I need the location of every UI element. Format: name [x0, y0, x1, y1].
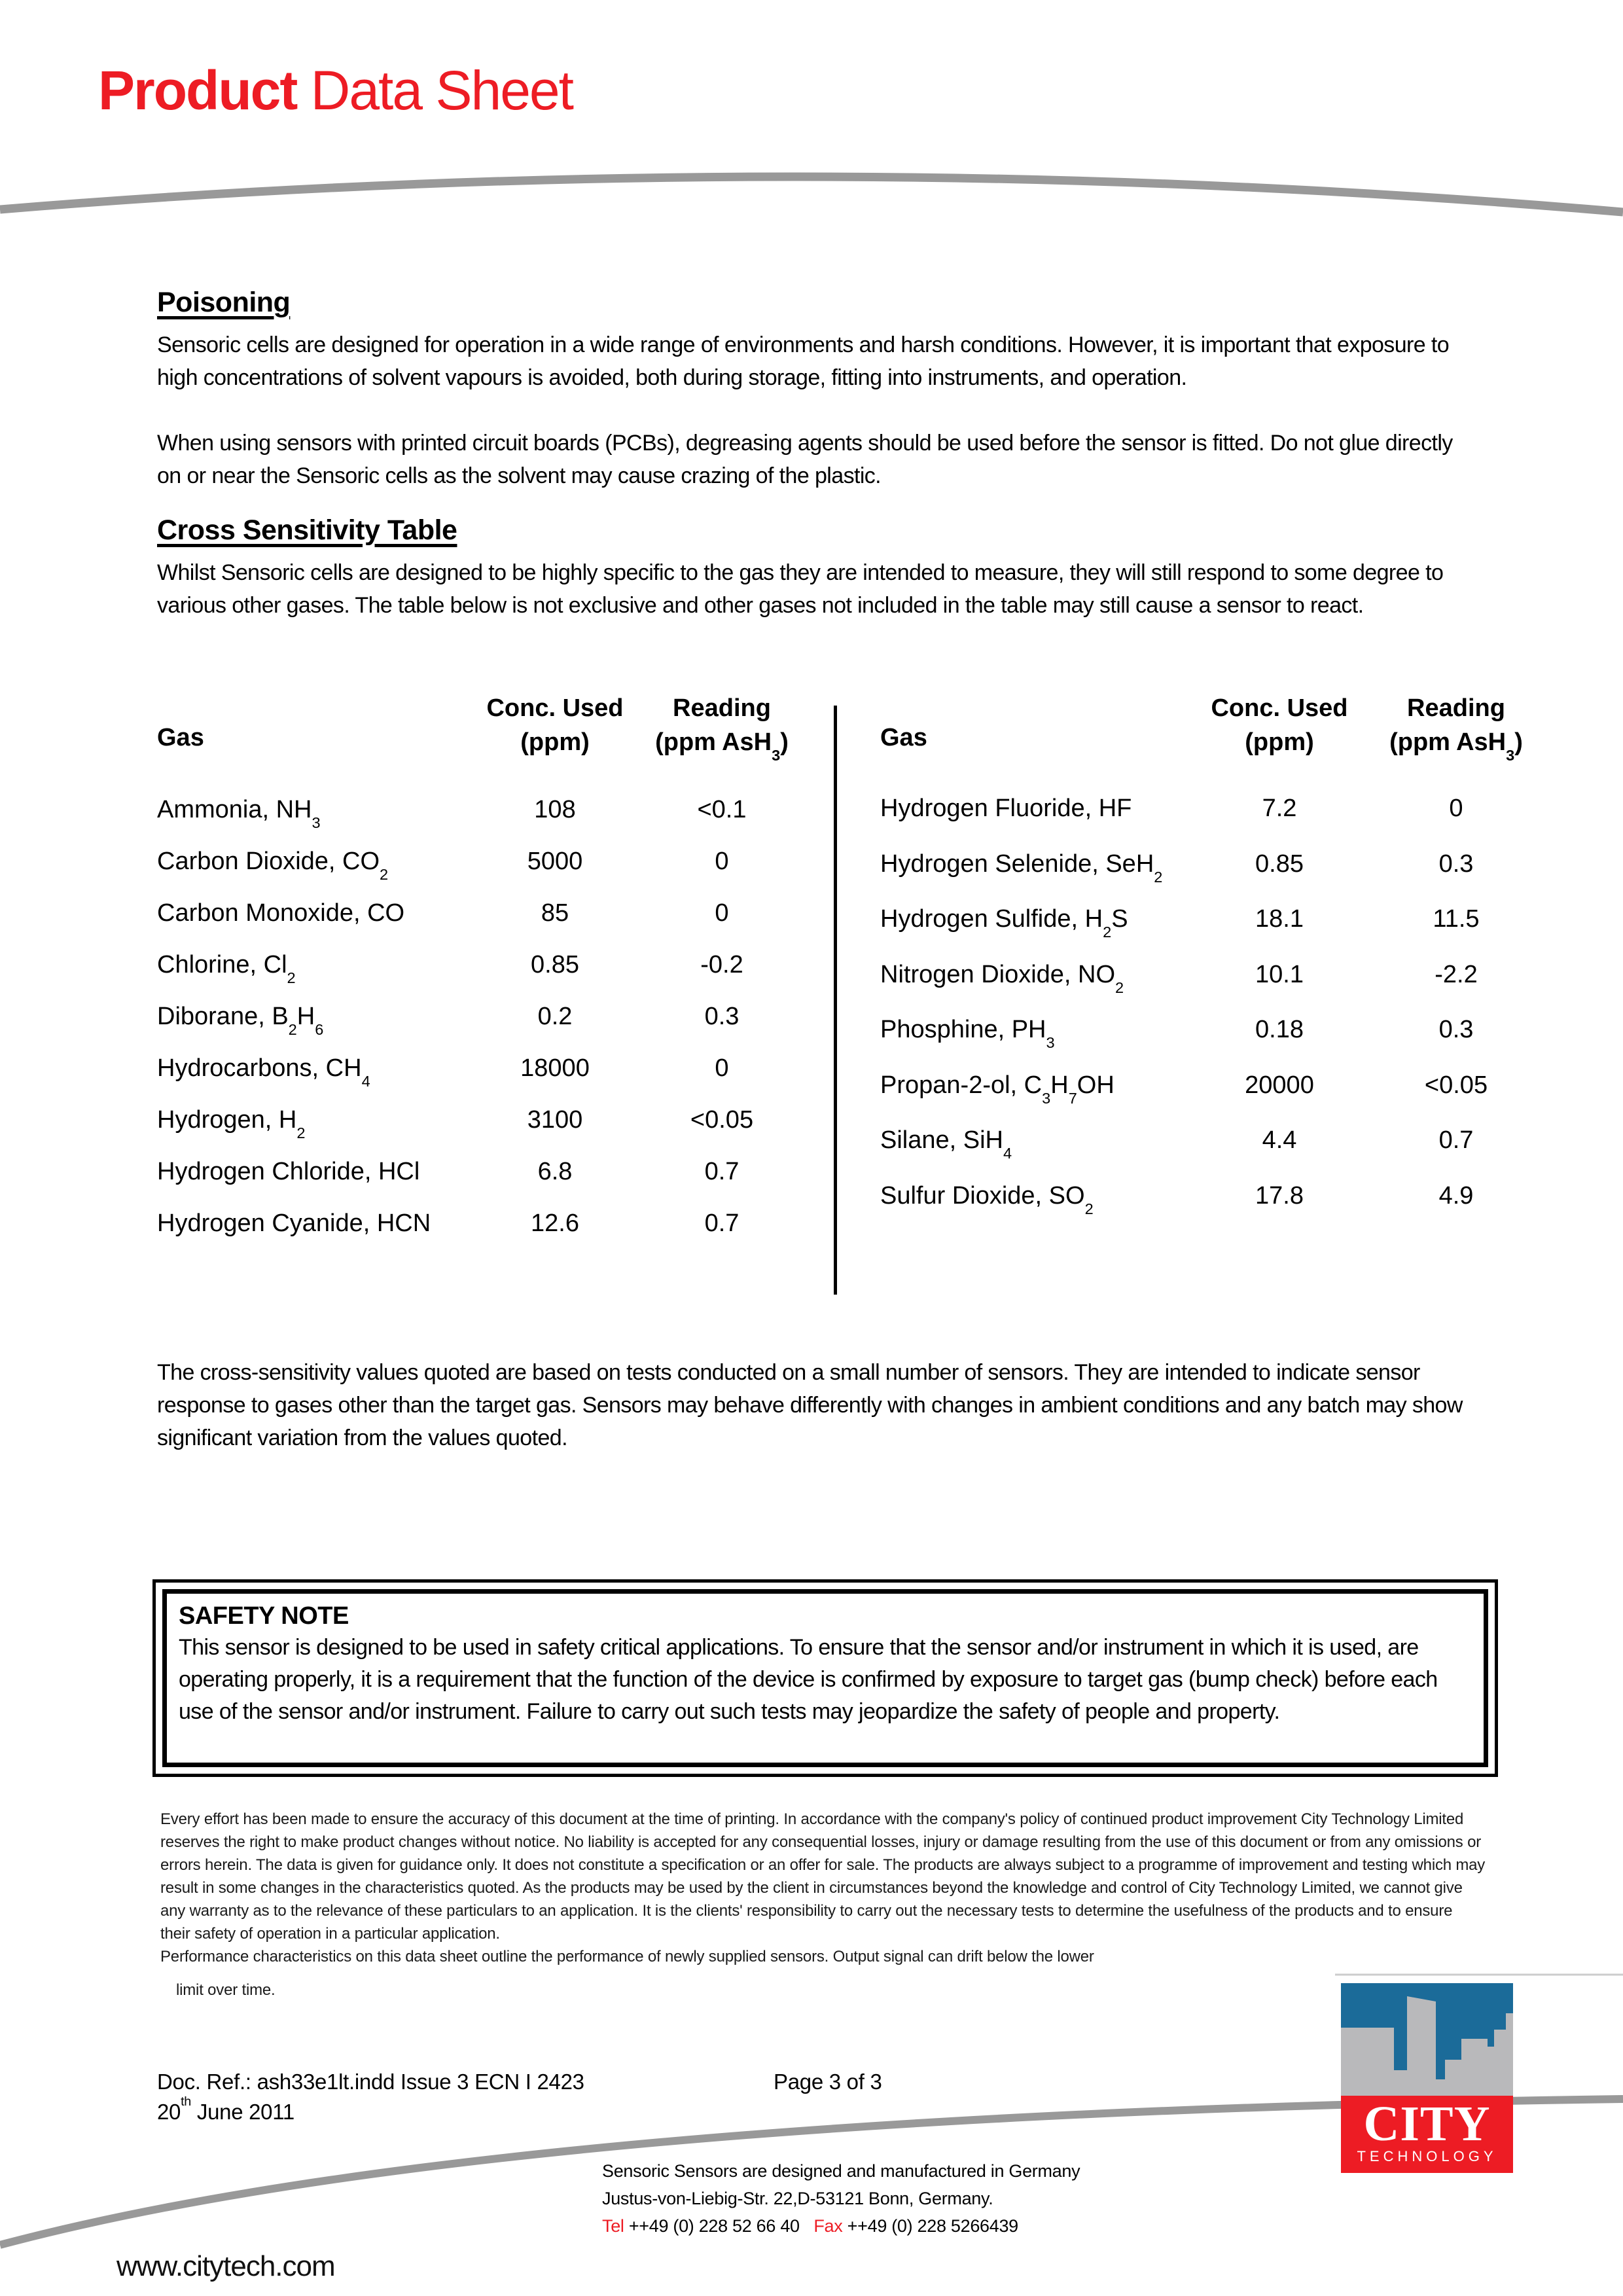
cross-sensitivity-table-right	[880, 795, 1558, 1237]
right-table-reading-header	[1358, 691, 1554, 764]
gas-name: Ammonia, $NH_3$	[157, 796, 321, 832]
table-row	[880, 961, 1558, 1016]
reading-header-line2: (ppm AsH$_3$)	[1389, 728, 1523, 764]
right-table-conc-header	[1181, 691, 1378, 759]
conc-used-value: 12.6	[531, 1210, 579, 1237]
reading-value: <0.05	[690, 1106, 754, 1134]
left-table-gas-header: Gas	[157, 724, 204, 751]
conc-used-value: 3100	[527, 1106, 583, 1134]
safety-note-body: This sensor is designed to be used in safety critical applications. To ensure that the sensor and/or instrument in which it is used, are operating properly, it is a requirement that the function of the device is confirmed by exposure to target gas (bump check) before each use of the sensor and/or instrument. Failure to carry out such tests may jeopardize the safety of people and property.	[179, 1635, 1438, 1724]
conc-header-line1: Conc. Used	[1211, 694, 1348, 722]
reading-value: <0.05	[1424, 1071, 1488, 1099]
fax-number: ++49 (0) 228 5266439	[847, 2216, 1018, 2236]
conc-used-value: 20000	[1245, 1071, 1314, 1099]
gas-name: Hydrocarbons, $CH_4$	[157, 1054, 370, 1090]
reading-value: 4.9	[1438, 1181, 1474, 1210]
gas-name: Hydrogen Cyanide, HCN	[157, 1210, 431, 1237]
conc-used-value: 4.4	[1262, 1126, 1297, 1154]
reading-value: 0	[1449, 795, 1463, 822]
table-row	[157, 951, 831, 1003]
gas-name: Hydrogen Chloride, HCl	[157, 1158, 420, 1185]
gas-name: Carbon Dioxide, $CO_2$	[157, 848, 389, 884]
logo-technology-wordmark: TECHNOLOGY	[1357, 2148, 1497, 2164]
table-row	[157, 1210, 831, 1261]
logo-city-wordmark: CITY	[1363, 2096, 1491, 2151]
gas-name: Hydrogen Selenide, SeH$_2$	[880, 850, 1163, 886]
conc-used-value: 0.2	[537, 1003, 573, 1030]
conc-header-line2: (ppm)	[1245, 728, 1314, 756]
table-row	[880, 1182, 1558, 1238]
legal-paragraph-2: Performance characteristics on this data sheet outline the performance of newly supplied sensors. Output signal can drift below the lower	[160, 1948, 1094, 1965]
conc-used-value: 0.18	[1255, 1016, 1304, 1043]
gas-name: Nitrogen Dioxide, $NO_2$	[880, 960, 1124, 996]
conc-used-value: 0.85	[1255, 850, 1304, 878]
reading-header-line1: Reading	[1407, 694, 1505, 722]
footer-address-block	[602, 2157, 1080, 2240]
conc-used-value: 17.8	[1255, 1181, 1304, 1210]
top-swoosh-curve	[0, 177, 1623, 212]
legal-fine-print	[160, 1808, 1486, 2001]
reading-value: 0.7	[1438, 1126, 1474, 1154]
table-row	[157, 1158, 831, 1210]
reading-value: -2.2	[1435, 960, 1478, 988]
gas-name: Hydrogen, $H_2$	[157, 1106, 306, 1142]
reading-header-line2: (ppm AsH$_3$)	[655, 728, 789, 764]
doc-ref: Doc. Ref.: ash33e1lt.indd Issue 3 ECN I 2423	[157, 2070, 584, 2094]
page-title	[98, 59, 573, 122]
right-table-gas-header: Gas	[880, 724, 927, 751]
table-row	[880, 850, 1558, 906]
table-row	[880, 1126, 1558, 1182]
cross-sensitivity-table-left	[157, 796, 831, 1261]
table-row	[157, 1106, 831, 1158]
cross-sensitivity-intro: Whilst Sensoric cells are designed to be highly specific to the gas they are intended to measure, they will still respond to some degree to various other gases. The table below is not exclusive and other gases not included in the table may still cause a sensor to react.	[157, 560, 1444, 618]
table-row	[157, 1003, 831, 1054]
city-technology-logo	[1341, 1983, 1513, 2173]
logo-red-panel	[1341, 2096, 1513, 2173]
page-title-regular: Data Sheet	[296, 60, 573, 121]
gas-name: Sulfur Dioxide, $SO_2$	[880, 1181, 1094, 1217]
conc-used-value: 85	[541, 899, 569, 927]
reading-value: 0.3	[1438, 850, 1474, 878]
table-row	[880, 795, 1558, 850]
doc-date: 20th June 2011	[157, 2094, 294, 2124]
safety-note-heading: SAFETY NOTE	[179, 1602, 349, 1630]
reading-value: 0.7	[704, 1158, 740, 1185]
gas-name: Phosphine, $PH_3$	[880, 1016, 1055, 1052]
reading-value: 0	[715, 848, 729, 875]
cross-sensitivity-note: The cross-sensitivity values quoted are based on tests conducted on a small number of sensors. They are intended to indicate sensor response to gases other than the target gas. Sensors may behave differently with changes in ambient conditions and any batch may show significant variation from the values quoted.	[157, 1360, 1463, 1450]
reading-value: 0.7	[704, 1210, 740, 1237]
footer-manufactured-line: Sensoric Sensors are designed and manufactured in Germany	[602, 2161, 1080, 2181]
page-number: Page 3 of 3	[774, 2070, 882, 2094]
poisoning-paragraph-2: When using sensors with printed circuit boards (PCBs), degreasing agents should be used before the sensor is fitted. Do not glue directly on or near the Sensoric cells as the solvent may cause crazing of the plastic.	[157, 431, 1453, 488]
fax-label: Fax	[813, 2216, 843, 2236]
conc-used-value: 108	[534, 796, 576, 823]
reading-value: 11.5	[1433, 905, 1480, 933]
reading-value: <0.1	[697, 796, 747, 823]
safety-note-box	[152, 1579, 1498, 1777]
gas-name: Hydrogen Fluoride, HF	[880, 795, 1132, 822]
tel-label: Tel	[602, 2216, 624, 2236]
legal-paragraph-1: Every effort has been made to ensure the accuracy of this document at the time of printing. In accordance with the company's policy of continued product improvement City Technology Limited reserves the right to make product changes without notice. No liability is accepted for any consequential losses, injury or damage resulting from the use of this document or from any omissions or errors herein. The data is given for guidance only. It does not constitute a specification or an offer for sale. The products are always subject to a programme of improvement and testing which may result in some changes in the characteristics quoted. As the products may be used by the client in circumstances beyond the knowledge and control of City Technology Limited, we cannot give any warranty as to the relevance of these particulars to an application. It is the clients' responsibility to carry out the necessary tests to determine the usefulness of the products and to ensure their safety of operation in a particular application.	[160, 1810, 1486, 1943]
reading-value: 0.3	[1438, 1016, 1474, 1043]
reading-value: 0	[715, 1054, 729, 1082]
conc-used-value: 18.1	[1255, 905, 1304, 933]
conc-used-value: 5000	[527, 848, 583, 875]
reading-value: 0	[715, 899, 729, 927]
table-row	[157, 899, 831, 951]
conc-header-line2: (ppm)	[520, 728, 590, 756]
table-row	[157, 1054, 831, 1106]
table-row	[880, 1071, 1558, 1127]
table-row	[157, 796, 831, 848]
table-row	[880, 1016, 1558, 1071]
gas-name: Diborane, $B_2H_6$	[157, 1003, 324, 1039]
tel-number: ++49 (0) 228 52 66 40	[628, 2216, 800, 2236]
logo-skyline-icon	[1341, 1983, 1513, 2096]
legal-paragraph-3: limit over time.	[176, 1981, 276, 1999]
conc-header-line1: Conc. Used	[486, 694, 624, 722]
safety-note-inner-box	[162, 1589, 1488, 1767]
poisoning-heading: Poisoning	[157, 287, 291, 318]
conc-used-value: 0.85	[531, 951, 579, 978]
conc-used-value: 6.8	[537, 1158, 573, 1185]
table-row	[157, 848, 831, 899]
conc-used-value: 7.2	[1262, 795, 1297, 822]
gas-name: Propan-2-ol, $C_3H_7OH$	[880, 1071, 1115, 1107]
footer-street-line: Justus-von-Liebig-Str. 22,D-53121 Bonn, Germany.	[602, 2189, 993, 2208]
gas-name: Silane, SiH$_4$	[880, 1126, 1012, 1162]
table-divider-line	[834, 706, 837, 1295]
table-row	[880, 905, 1558, 961]
footer-phone-line	[602, 2212, 1080, 2240]
conc-used-value: 10.1	[1255, 960, 1304, 988]
left-table-reading-header	[624, 691, 820, 764]
poisoning-paragraph-1: Sensoric cells are designed for operation in a wide range of environments and harsh conditions. However, it is important that exposure to high concentrations of solvent vapours is avoided, both during storage, fitting into instruments, and operation.	[157, 332, 1450, 390]
website-link[interactable]: www.citytech.com	[116, 2250, 335, 2282]
gas-name: Hydrogen Sulfide, $H_2S$	[880, 905, 1128, 941]
gas-name: Chlorine, $Cl_2$	[157, 951, 296, 987]
reading-value: 0.3	[704, 1003, 740, 1030]
conc-used-value: 18000	[520, 1054, 590, 1082]
page-title-bold: Product	[98, 60, 297, 121]
reading-value: -0.2	[700, 951, 743, 978]
reading-header-line1: Reading	[673, 694, 771, 722]
gas-name: Carbon Monoxide, CO	[157, 899, 405, 927]
cross-sensitivity-heading: Cross Sensitivity Table	[157, 514, 457, 546]
